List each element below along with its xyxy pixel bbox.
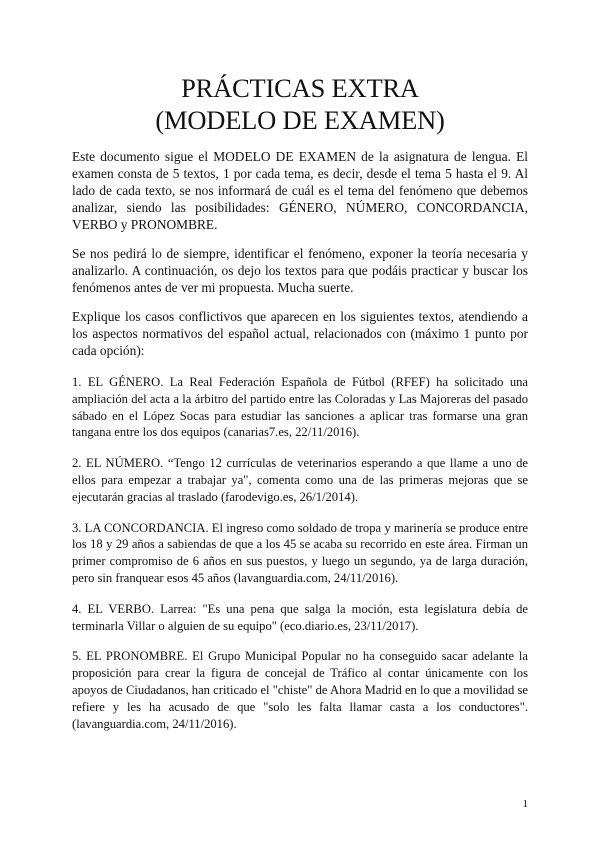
exercise-pronombre: 5. EL PRONOMBRE. El Grupo Municipal Popular no ha conseguido sacar adelante la proposición para crear la figura de concejal de Tráfico al contar únicamente con los apoyos de Ciudadanos, han criticado el "chiste" de Ahora Madrid en lo que a movilidad se refiere y les ha acusado de que "solo les falta llamar casta a los conductores". (lavanguardia.com, 24/11/2016). — [72, 649, 528, 731]
exercise-genero: 1. EL GÉNERO. La Real Federación Española de Fútbol (RFEF) ha solicitado una ampliación del acta a la árbitro del partido entre las Coloradas y Las Majoreras del pasado sábado en el López Socas para estudiar las sanciones a aplicar tras formarse una gran tangana entre los dos equipos (canarias7.es, 22/11/2016). — [72, 375, 528, 440]
exercise-numero: 2. EL NÚMERO. “Tengo 12 currículas de veterinarios esperando a que llame a uno de ellos para empezar a trabajar ya", comenta como una de las primeras mejoras que se ejecutarán gracias al traslado (farodevigo.es, 26/1/2014). — [72, 456, 528, 504]
exercise-verbo: 4. EL VERBO. Larrea: "Es una pena que salga la moción, esta legislatura debía de terminarla Villar o alguien de su equipo" (eco.diario.es, 23/11/2017). — [72, 601, 528, 633]
title-line-2: (MODELO DE EXAMEN) — [155, 105, 445, 135]
document-page — [72, 72, 528, 746]
exercise-concordancia: 3. LA CONCORDANCIA. El ingreso como soldado de tropa y marinería se produce entre los 18 y 29 años a sabiendas de que a los 45 se acaba su recorrido en este área. Firman un primer compromiso de 6 años en sus puestos, y luego un segundo, ya de larga duración, pero sin franquear esos 45 años (lavanguardia.com, 24/11/2016). — [72, 520, 528, 585]
document-title — [72, 72, 528, 136]
page-number: 1 — [522, 798, 528, 810]
intro-paragraph-2: Se nos pedirá lo de siempre, identificar el fenómeno, exponer la teoría necesaria y analizarlo. A continuación, os dejo los textos para que podáis practicar y buscar los fenómenos antes de ver mi propuesta. Mucha suerte. — [72, 246, 528, 295]
intro-paragraph-1: Este documento sigue el MODELO DE EXAMEN de la asignatura de lengua. El examen consta de 5 textos, 1 por cada tema, es decir, desde el tema 5 hasta el 9. Al lado de cada texto, se nos informará de cuál es el tema del fenómeno que debemos analizar, siendo las posibilidades: GÉNERO, NÚMERO, CONCORDANCIA, VERBO y PRONOMBRE. — [72, 149, 528, 232]
title-line-1: PRÁCTICAS EXTRA — [181, 73, 419, 103]
exam-instructions: Explique los casos conflictivos que aparecen en los siguientes textos, atendiendo a los aspectos normativos del español actual, relacionados con (máximo 1 punto por cada opción): — [72, 309, 528, 358]
